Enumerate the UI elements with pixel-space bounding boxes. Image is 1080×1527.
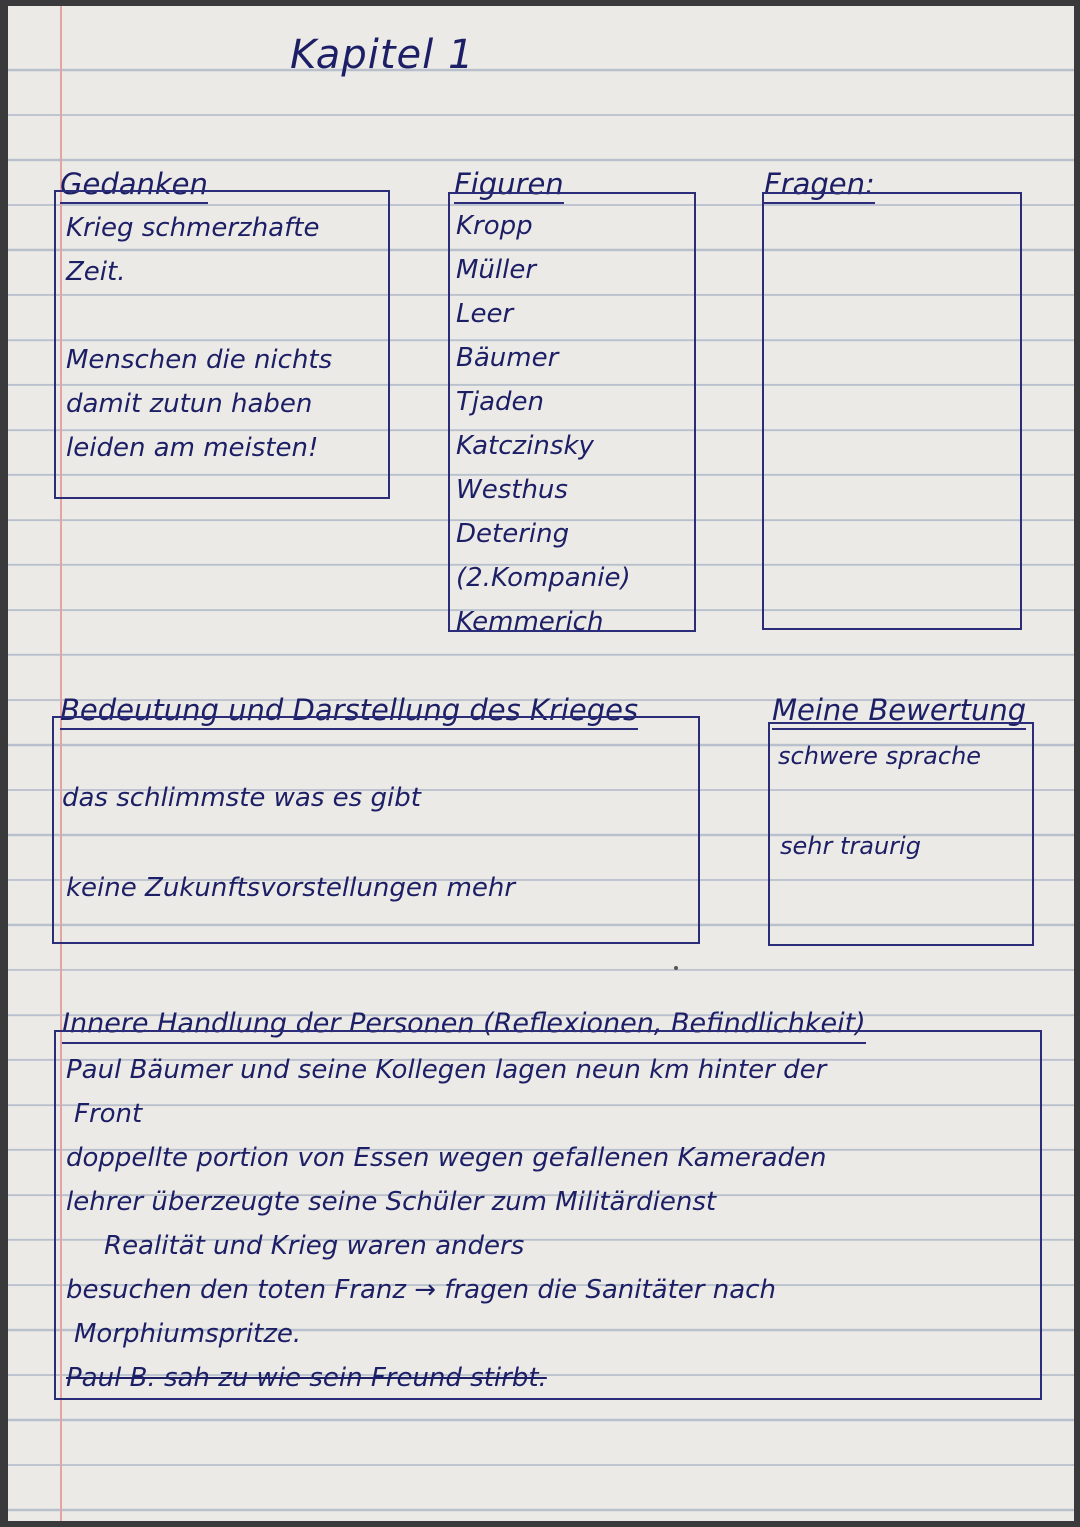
gedanken-line [66,294,332,338]
innere-text [66,1048,827,1400]
figur-item: Kropp [456,211,533,241]
gedanken-line: Krieg schmerzhafte [66,213,320,243]
bedeutung-heading: Bedeutung und Darstellung des Krieges [60,692,638,730]
figur-item: Tjaden [456,387,545,417]
innere-line: doppellte portion von Essen wegen gefallenen Kameraden [66,1143,827,1173]
gedanken-line: damit zutun haben [66,389,313,419]
notebook-page [8,6,1074,1521]
bewertung-heading: Meine Bewertung [772,692,1026,730]
figur-item: Kemmerich [456,607,604,637]
innere-line: besuchen den toten Franz → fragen die Sanitäter nach [66,1275,776,1305]
figur-item: Müller [456,255,537,285]
bedeutung-line: das schlimmste was es gibt [62,783,421,813]
innere-line-struck: Paul B. sah zu wie sein Freund stirbt. [66,1363,547,1393]
innere-heading: Innere Handlung der Personen (Reflexionen, Befindlichkeit) [62,1006,866,1044]
ink-dot [674,966,678,970]
gedanken-text [66,206,332,470]
fragen-heading: Fragen: [764,166,875,204]
bewertung-line: sehr traurig [780,832,921,860]
figur-item: Katczinsky [456,431,594,461]
figur-item: Leer [456,299,514,329]
gedanken-line: leiden am meisten! [66,433,319,463]
bedeutung-line: keine Zukunftsvorstellungen mehr [66,873,516,903]
figur-item: (2.Kompanie) [456,563,631,593]
innere-line: Realität und Krieg waren anders [104,1231,525,1261]
figur-item: Bäumer [456,343,559,373]
gedanken-line: Zeit. [66,257,126,287]
figur-item: Detering [456,519,570,549]
figur-item: Westhus [456,475,568,505]
innere-line: Morphiumspritze. [74,1319,302,1349]
figuren-list [456,204,631,644]
gedanken-line: Menschen die nichts [66,345,333,375]
innere-line: Paul Bäumer und seine Kollegen lagen neun km hinter der [66,1055,827,1085]
bewertung-line: schwere sprache [778,742,982,770]
innere-line: Front [74,1099,143,1129]
page-title: Kapitel 1 [290,32,475,78]
figuren-heading: Figuren [454,166,564,204]
innere-line: lehrer überzeugte seine Schüler zum Militärdienst [66,1187,717,1217]
gedanken-heading: Gedanken [60,166,208,204]
fragen-box [762,192,1022,630]
